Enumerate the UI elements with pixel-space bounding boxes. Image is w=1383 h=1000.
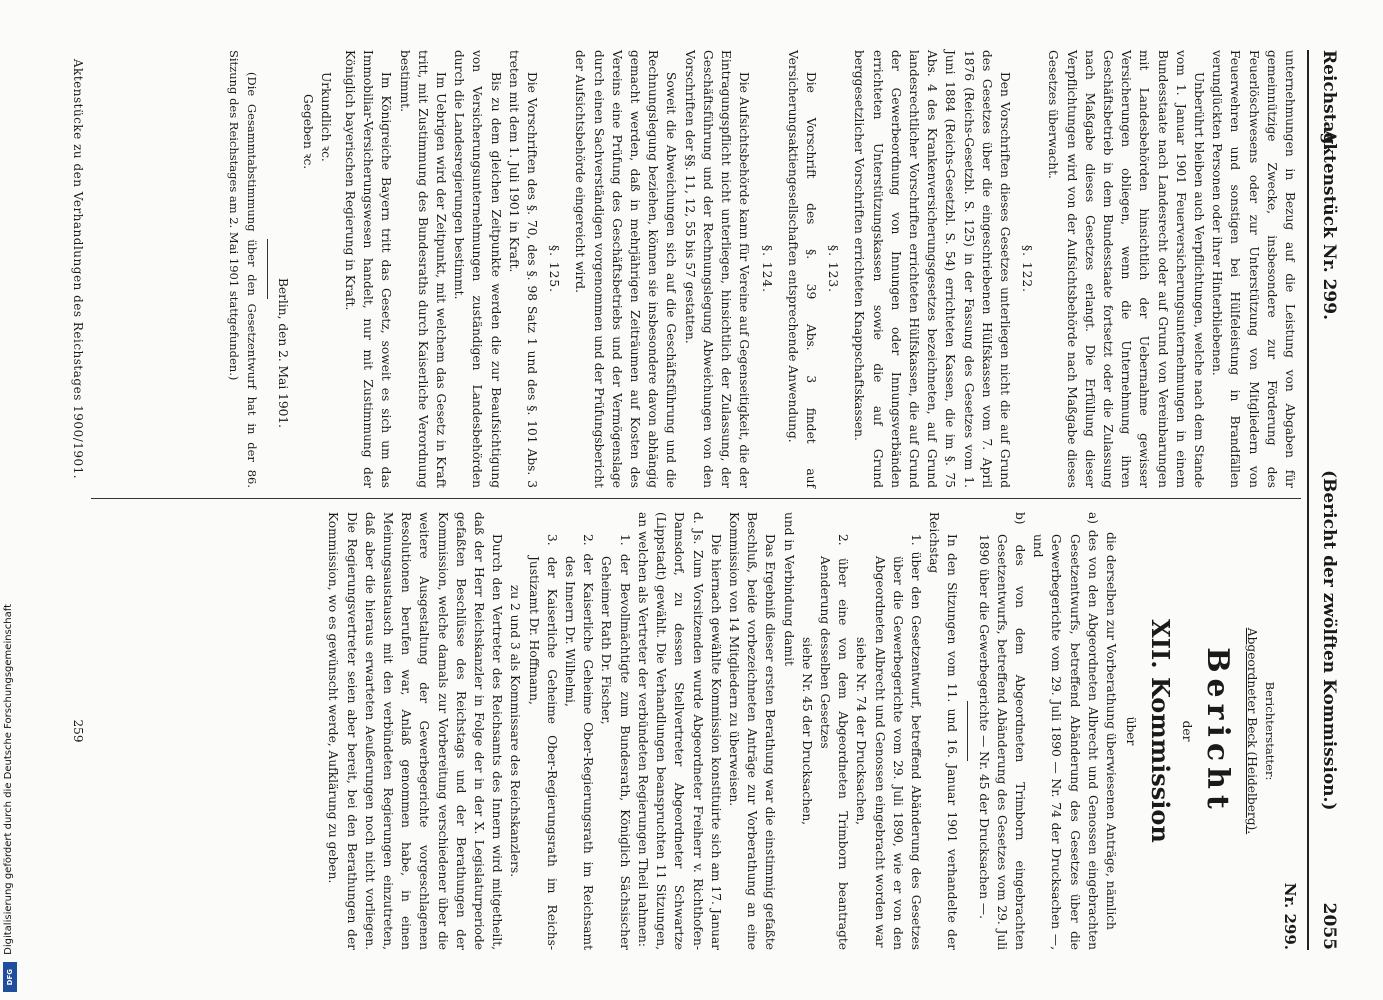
footer-page-number: 259: [71, 719, 85, 743]
ueber-label: über: [1124, 716, 1139, 746]
list-reference: siehe Nr. 74 der Drucksachen,: [854, 636, 869, 826]
paragraph: Soweit die Abweichungen sich auf die Geschäftsführung und die Rechnungslegung beziehen, können sie insbesondere davon abhängig gemacht werden, daß in mehrjährigen Zeiträumen auf Kosten des Vereins eine Prüfung des Geschäftsbetriebs und der Vermögenslage durch einen Sachverständigen vorgenommen und der Prüfungsbericht der Aufsichtsbehörde eingereicht wird.: [573, 50, 679, 488]
rapporteur-name: Abgeordneter Beck (Heidelberg).: [1244, 627, 1259, 835]
left-column: [225, 50, 1299, 488]
paragraph: und in Verbindung damit: [781, 512, 796, 666]
intro-text: die derselben zur Vorberathung überwiesenen Anträge, nämlich: [1103, 532, 1118, 930]
list-item: 3. der Kaiserliche Geheime Ober-Regierungsrath im Reichs-Justizamt Dr. Hoffmann,: [526, 534, 559, 950]
paragraph: Im Königreiche Bayern tritt das Gesetz, soweit es sich um das Immobiliar-Versicherungswesen handelt, nur mit Zustimmung der Königlich bayerischen Regierung in Kraft.: [343, 50, 394, 488]
header-right: (Bericht der zwölften Kommission.): [1319, 470, 1339, 811]
header-left: Reichstag.: [1319, 50, 1339, 151]
dfg-credit-text: Digitalisierung gefördert durch die Deutsche Forschungsgemeinschaft: [3, 604, 14, 955]
section-title: §. 122.: [1020, 245, 1035, 293]
paragraph: Die Vorschriften des §. 70, des §. 98 Satz 1 und des §. 101 Abs. 3 treten mit dem 1. Juli 1901 in Kraft.: [506, 50, 540, 488]
right-column: [324, 512, 1299, 950]
paragraph: Das Ergebniß dieser ersten Berathung war die einstimmig gefaßte Beschluß, beide vorbezeichneten Anträge zur Vorberathung an eine Kommission von 14 Mitgliedern zu überweisen.: [726, 512, 778, 950]
paragraph: Durch den Vertreter des Reichsamts des Innern wird mitgetheilt, daß der Herr Reichskanzler in Folge der in der X. Legislaturperiode gefaßten Beschlüsse des Reichstags und der Berathungen der Kommission, welche damals zur Vorbereitung verschiedener über die weitere Ausgestaltung der Gewerbegerichte vorgeschlagenen Resolutionen berufen war, Anlaß genommen habe, in einen Meinungsaustausch mit den verbündeten Regierungen einzutreten, daß aber die hieraus erwarteten Aeußerungen noch nicht vorliegen. Die Regierungsvertreter seien aber bereit, bei den Berathungen der Kommission, wo es gewünscht werde, Aufklärung zu geben.: [326, 512, 505, 950]
header-rule: [1307, 50, 1309, 950]
list-reference: siehe Nr. 45 der Drucksachen,: [799, 636, 814, 826]
dfg-logo-text: DFG: [6, 968, 14, 986]
gegeben: Gegeben ꝛc.: [300, 94, 315, 170]
paragraph: unternehmungen in Bezug auf die Leistung von Abgaben für gemeinnützige Zwecke, insbesondere zur Förderung des Feuerlöschwesens oder zur Unterstützung von Mitgliedern von Feuerwehren und sonstigen bei Hülfeleistung in Brandfällen verunglückten Personen oder ihrer Hinterbliebenen.: [1210, 50, 1297, 488]
dfg-credit-strip: [0, 0, 22, 1000]
report-title: Bericht: [1200, 647, 1236, 815]
paragraph: Die Vorschrift des §. 39 Abs. 3 findet auf Versicherungsaktiengesellschaften entsprechende Anwendung.: [785, 50, 818, 488]
list-item: 2. der Kaiserliche Geheime Ober-Regierungsrath im Reichsamt des Innern Dr. Wilhelmi,: [563, 534, 596, 950]
section-title: §. 125.: [547, 245, 562, 293]
page-footer: Aktenstücke zu den Verhandlungen des Reichstages 1900/1901.: [71, 58, 85, 480]
header-center: Aktenstück Nr. 299.: [1319, 130, 1339, 321]
paragraph: Unberührt bleiben auch Verpflichtungen, welche nach dem Stande vom 1. Januar 1901 Feuerversicherungsunternehmungen in einem Bundesstaate nach Landesrecht oder auf Grund von Vereinbarungen mit Landesbehörden hinsichtlich der Uebernahme gewisser Versicherungen obliegen, wenn die Unternehmung ihren Geschäftsbetrieb in dem Bundesstaate fortsetzt oder die Zulassung nach Maßgabe dieses Gesetzes erlangt. Die Erfüllung dieser Verpflichtungen wird von der Aufsichtsbehörde nach Maßgabe dieses Gesetzes überwacht.: [1046, 50, 1206, 488]
rapporteur-label: Berichterstatter:: [1262, 681, 1277, 781]
list-item: b) des von dem Abgeordneten Trimborn eingebrachten Gesetzentwurfs, betreffend Abänderung des Gesetzes vom 29. Juli 1890 über die Gewerbegerichte — Nr. 45 der Drucksachen —.: [976, 512, 1027, 950]
page-number: 2055: [1319, 902, 1339, 950]
paragraph: Im Uebrigen wird der Zeitpunkt, mit welchem das Gesetz in Kraft tritt, mit Zustimmung des Bundesraths durch Kaiserliche Verordnung bestimmt.: [397, 50, 449, 488]
document-number: Nr. 299.: [1281, 882, 1299, 950]
dfg-logo-icon: [3, 962, 17, 992]
urkundlich: Urkundlich ꝛc.: [318, 72, 333, 162]
commission-title: XII. Kommission: [1146, 619, 1176, 843]
divider: [267, 239, 268, 299]
page-header: [1309, 50, 1343, 950]
section-title: §. 124.: [759, 245, 774, 293]
footnote: (Die Gesammtabstimmung über den Gesetzentwurf hat in der 86. Sitzung des Reichstages am 2. Mai 1901 stattgefunden.): [227, 50, 260, 488]
paragraph: Die hiernach gewählte Kommission konstituirte sich am 17. Januar d. Js. Zum Vorsitzenden wurde Abgeordneter Freiherr v. Richthofen-Damsdorf, zu dessen Stellvertreter Abgeordneter Schwartze (Lippstadt) gewählt. Die Verhandlungen beanspruchten 11 Sitzungen, an welchen als Vertreter der verbündeten Regierungen Theil nahmen:: [635, 512, 723, 950]
der-label: der: [1180, 720, 1195, 742]
section-title: §. 123.: [826, 245, 841, 293]
paragraph: Bis zu dem gleichen Zeitpunkte werden die zur Beaufsichtigung von Versicherungsunternehmungen zuständigen Landesbehörden durch die Landesregierungen bestimmt.: [452, 50, 503, 488]
list-item: 1. der Bevollmächtigte zum Bundesrath, Königlich Sächsischer Geheimer Rath Dr. Fischer,: [599, 534, 632, 950]
paragraph: Die Aufsichtsbehörde kann für Vereine auf Gegenseitigkeit, die der Eintragungspflicht nicht unterliegen, hinsichtlich der Zulassung, der Geschäftsführung und der Rechnungslegung Abweichungen von den Vorschriften der §§. 11, 12, 55 bis 57 gestatten.: [682, 50, 752, 488]
place-date: Berlin, den 2. Mai 1901.: [276, 277, 291, 428]
list-note: zu 2 und 3 als Kommissare des Reichskanzlers.: [508, 584, 523, 878]
list-item: a) des von den Abgeordneten Albrecht und Genossen eingebrachten Gesetzentwurfs, betreffend Abänderung des Gesetzes über die Gewerbegerichte vom 29. Juli 1890 — Nr. 74 der Drucksachen —, und: [1031, 512, 1100, 950]
paragraph: In den Sitzungen vom 11. und 16. Januar 1901 verhandelte der Reichstag: [927, 512, 960, 950]
column-divider: [91, 498, 1301, 499]
list-item: 1. über den Gesetzentwurf, betreffend Abänderung des Gesetzes über die Gewerbegerichte vom 29. Juli 1890, wie er von den Abgeordneten Albrecht und Genossen eingebracht worden war: [872, 534, 923, 950]
paragraph: Den Vorschriften dieses Gesetzes unterliegen nicht die auf Grund des Gesetzes über die eingeschriebenen Hülfskassen vom 7. April 1876 (Reichs-Gesetzbl. S. 125) in der Fassung des Gesetzes vom 1. Juni 1884 (Reichs-Gesetzbl. S. 54) errichteten Kassen, die im §. 75 Abs. 4 des Krankenversicherungsgesetzes bezeichneten, auf Grund landesrechtlicher Vorschriften errichteten Hülfskassen, die auf Grund der Gewerbeordnung von Innungen oder Innungsverbänden errichteten Unterstützungskassen sowie die auf Grund berggesetzlicher Vorschriften errichteten Knappschaftskassen.: [852, 50, 1012, 488]
list-item: 2. über eine von dem Abgeordneten Trimborn beantragte Aenderung desselben Gesetzes: [817, 534, 851, 950]
divider: [967, 701, 968, 761]
